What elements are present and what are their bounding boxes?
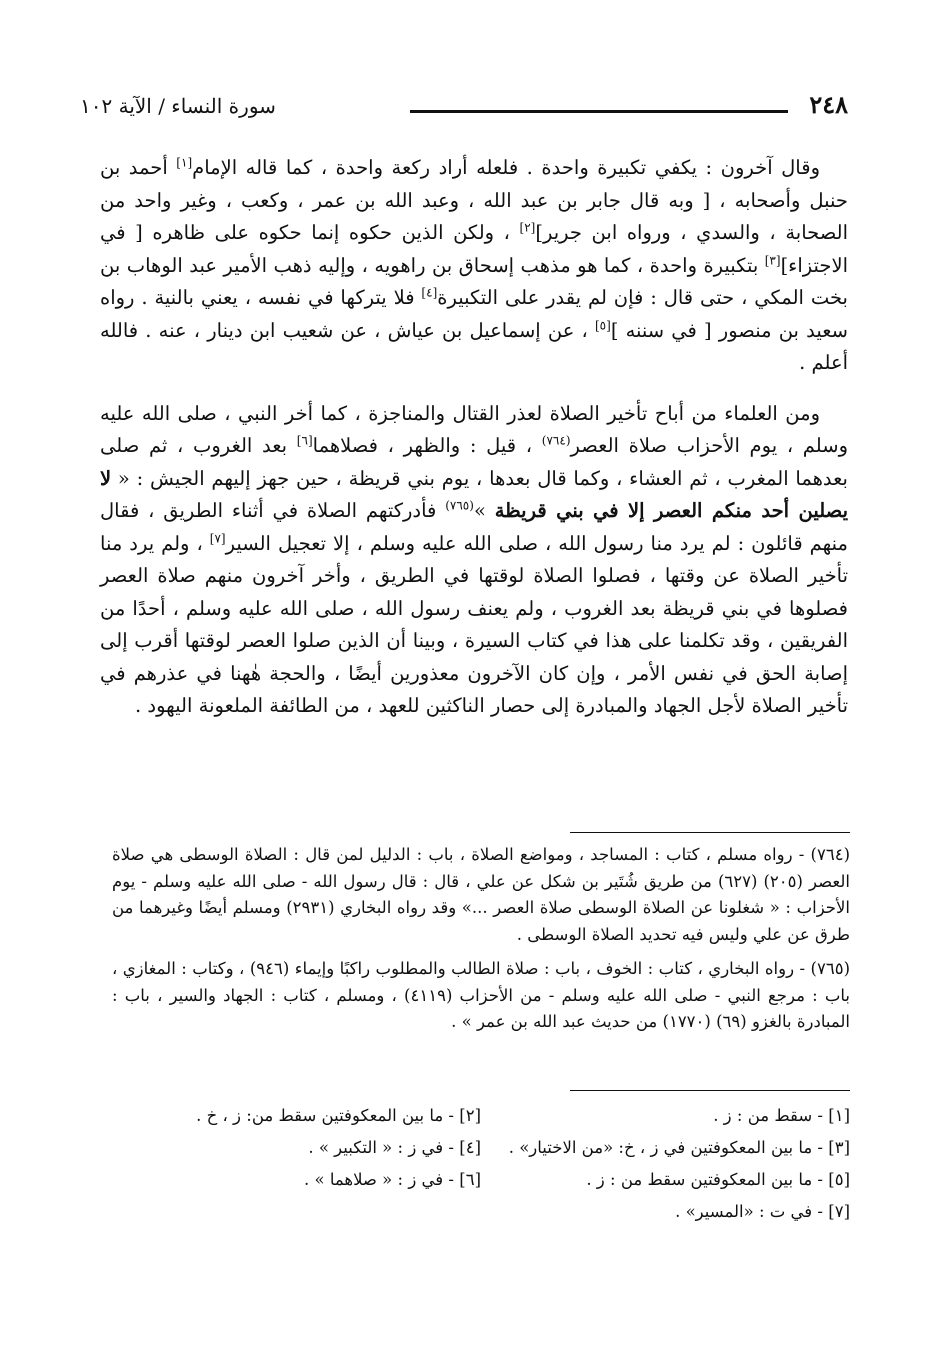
page-header [80, 90, 848, 124]
variant-note [112, 1196, 481, 1228]
variant-marker: [٢] [519, 220, 536, 235]
text-segment: ، قيل : والظهر ، فصلاهما [312, 434, 542, 457]
variant-marker: [٦] [296, 433, 313, 448]
text-segment: فأدركتهم الصلاة في أثناء الطريق ، فقال منهم قائلون : لم يرد منا رسول الله ، صلى الله عليه وسلم ، إلا تعجيل السير [100, 499, 848, 555]
variant-note: [٧] - في ت : «المسير» . [675, 1202, 850, 1221]
variant-marker: [٤] [421, 285, 438, 300]
paragraph-1 [100, 152, 848, 380]
variant-note: [٥] - ما بين المعكوفتين سقط من : ز . [586, 1170, 850, 1189]
header-rule [410, 110, 788, 113]
text-segment: » [473, 499, 495, 522]
text-segment: بتكبيرة واحدة ، كما هو مذهب إسحاق بن راهويه ، وإليه ذهب الأمير عبد الوهاب بن بخت المكي ، حتى قال : فإن لم يقدر على التكبيرة [100, 253, 848, 309]
variant-note: [٦] - في ز : « صلاهما » . [303, 1170, 481, 1189]
text-segment: أحمد بن حنبل وأصحابه ، [ وبه قال جابر بن عبد الله ، وعبد الله بن عمر ، وكعب ، وغير واحد من الصحابة ، والسدي ، ورواه ابن جرير [100, 156, 848, 244]
variant-note: [٢] - ما بين المعكوفتين سقط من: ز ، خ . [196, 1106, 481, 1125]
footnotes [112, 842, 850, 1036]
variant-note: [١] - سقط من : ز . [713, 1106, 850, 1125]
paragraph-2 [100, 398, 848, 723]
text-segment: بعد الغروب ، ثم صلى بعدهما المغرب ، ثم العشاء ، وكما قال بعدها ، يوم بني قريظة ، حين جهز إليهم الجيش : « [100, 434, 848, 490]
variant-row [112, 1196, 850, 1228]
text-segment: فلا يتركها في نفسه ، يعني بالنية . رواه سعيد بن منصور [ في سننه ] [100, 286, 848, 342]
main-text [100, 152, 848, 723]
variant-row [112, 1100, 850, 1132]
surah-title: سورة النساء / الآية ١٠٢ [80, 94, 276, 118]
footnote-764: (٧٦٤) - رواه مسلم ، كتاب : المساجد ، ومواضع الصلاة ، باب : الدليل لمن قال : الصلاة الوسطى هي صلاة العصر (٢٠٥) (٦٢٧) من طريق شُتَير بن شكل عن علي ، قال : قال رسول الله - صلى الله عليه وسلم - يوم الأحزاب : « شغلونا عن الصلاة الوسطى صلاة العصر ...» وقد رواه البخاري (٢٩٣١) ومسلم أيضًا وغيرهما من طرق عن علي وليس فيه تحديد الصلاة الوسطى . [112, 845, 850, 944]
variant-marker: [٧] [209, 531, 226, 545]
footnote-rule [570, 832, 850, 833]
hadith-quote: لا يصلين أحد منكم العصر إلا في بني قريظة [100, 466, 848, 522]
variant-row [112, 1132, 850, 1164]
footnote-ref: (٧٦٤) [541, 433, 571, 448]
text-segment: ومن العلماء من أباح تأخير الصلاة لعذر القتال والمناجزة ، كما أخر النبي ، صلى الله عليه وسلم ، يوم الأحزاب صلاة العصر [100, 401, 848, 457]
bracket-close: ] [535, 221, 543, 244]
bracket-close: ] [780, 253, 789, 277]
text-segment: ، ولم يرد منا تأخير الصلاة عن وقتها ، فصلوا الصلاة لوقتها في الطريق ، وأخر آخرون منهم صلاة العصر فصلوها في بني قريظة بعد الغروب ، ولم يعنف رسول الله ، صلى الله عليه وسلم ، أحدًا من الفريقين ، وقد تكلمنا على هذا في كتاب السيرة ، وبينا أن الذين صلوا العصر لوقتها أقرب إلى إصابة الحق في نفس الأمر ، وإن كان الآخرون معذورين أيضًا ، والحجة هٰهنا في عذرهم في تأخير الصلاة لأجل الجهاد والمبادرة إلى حصار الناكثين للعهد ، من الطائفة الملعونة اليهود . [100, 531, 848, 717]
variant-marker: [٥] [594, 318, 611, 332]
variant-note: [٣] - ما بين المعكوفتين في ز ، خ: «من الاختيار» . [508, 1138, 850, 1157]
variants-rule [570, 1090, 850, 1091]
text-segment: ، عن إسماعيل بن عياش ، عن شعيب ابن دينار ، عنه . فالله أعلم . [100, 318, 848, 374]
page-number: ٢٤٨ [809, 90, 848, 119]
text-segment: وقال آخرون : يكفي تكبيرة واحدة . فلعله أراد ركعة واحدة ، كما قاله الإمام [192, 156, 820, 179]
text-segment: ، ولكن الذين حكوه إنما حكوه على ظاهره [ في الاجتزاء [100, 221, 848, 277]
footnote-765: (٧٦٥) - رواه البخاري ، كتاب : الخوف ، باب : صلاة الطالب والمطلوب راكبًا وإيماء (٩٤٦) ، وكتاب : المغازي ، باب : مرجع النبي - صلى الله عليه وسلم - من الأحزاب (٤١١٩) ، ومسلم ، كتاب : الجهاد والسير ، باب : المبادرة بالغزو (٦٩) (١٧٧٠) من حديث عبد الله بن عمر » . [112, 959, 850, 1031]
variant-marker: [٣] [764, 253, 781, 267]
variant-note: [٤] - في ز : « التكبير » . [308, 1138, 481, 1157]
variant-marker: [١] [176, 155, 193, 170]
manuscript-variants [112, 1100, 850, 1228]
footnote-ref: (٧٦٥) [445, 498, 474, 513]
variant-row [112, 1164, 850, 1196]
